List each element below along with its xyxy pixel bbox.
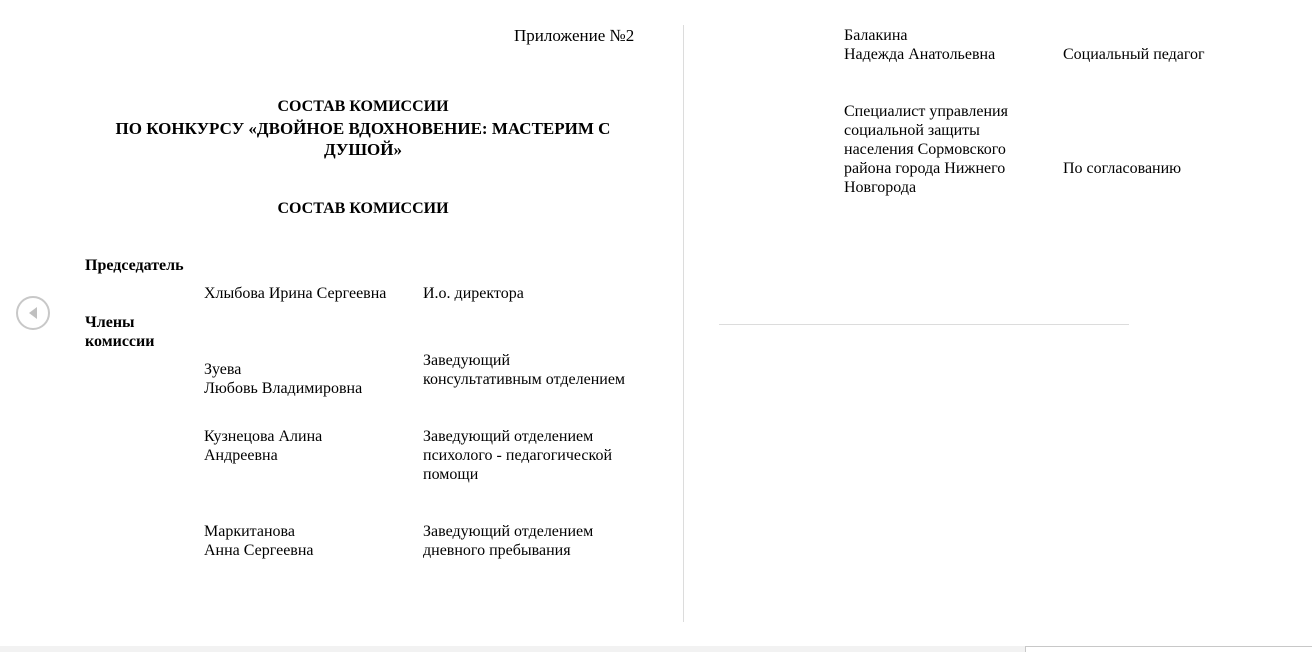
member-position: Заведующий	[423, 352, 511, 369]
appendix-label: Приложение №2	[514, 26, 635, 45]
members-label-line-2: комиссии	[85, 333, 155, 350]
member-position: По согласованию	[1063, 160, 1182, 177]
member-name: населения Сормовского	[844, 141, 1006, 158]
left-page	[0, 0, 683, 622]
member-position: помощи	[423, 466, 479, 483]
member-name: Новгорода	[844, 179, 917, 196]
right-page	[685, 0, 1312, 622]
page-end-rule	[719, 324, 1129, 325]
member-name: Специалист управления	[844, 103, 1008, 120]
section-subtitle: СОСТАВ КОМИССИИ	[277, 200, 449, 217]
member-name: Маркитанова	[204, 523, 295, 540]
member-position: психолого - педагогической	[423, 447, 613, 464]
member-position: дневного пребывания	[423, 542, 571, 559]
status-panel	[1025, 646, 1312, 652]
member-position: Заведующий отделением	[423, 523, 594, 540]
member-position: Социальный педагог	[1063, 46, 1205, 63]
member-position: консультативным отделением	[423, 371, 626, 388]
member-name: Зуева	[204, 361, 242, 378]
member-name: района города Нижнего	[844, 160, 1006, 177]
chair-position: И.о. директора	[423, 285, 524, 302]
chair-label: Председатель	[85, 257, 184, 274]
member-name: Анна Сергеевна	[204, 542, 314, 559]
member-name: Кузнецова Алина	[204, 428, 323, 445]
document-title-line-1: СОСТАВ КОМИССИИ	[277, 98, 449, 115]
page-divider	[683, 25, 684, 622]
member-name: Любовь Владимировна	[204, 380, 363, 397]
document-title-line-3: ДУШОЙ»	[324, 140, 402, 159]
document-title-line-2: ПО КОНКУРСУ «ДВОЙНОЕ ВДОХНОВЕНИЕ: МАСТЕРИМ С	[115, 119, 611, 138]
member-name: Балакина	[844, 27, 908, 44]
members-label-line-1: Члены	[85, 314, 135, 331]
chair-name: Хлыбова Ирина Сергеевна	[204, 285, 387, 302]
member-name: Андреевна	[204, 447, 278, 464]
chevron-left-icon	[26, 305, 40, 321]
previous-page-button[interactable]	[16, 296, 50, 330]
member-position: Заведующий отделением	[423, 428, 594, 445]
member-name: Надежда Анатольевна	[844, 46, 996, 63]
member-name: социальной защиты	[844, 122, 980, 139]
